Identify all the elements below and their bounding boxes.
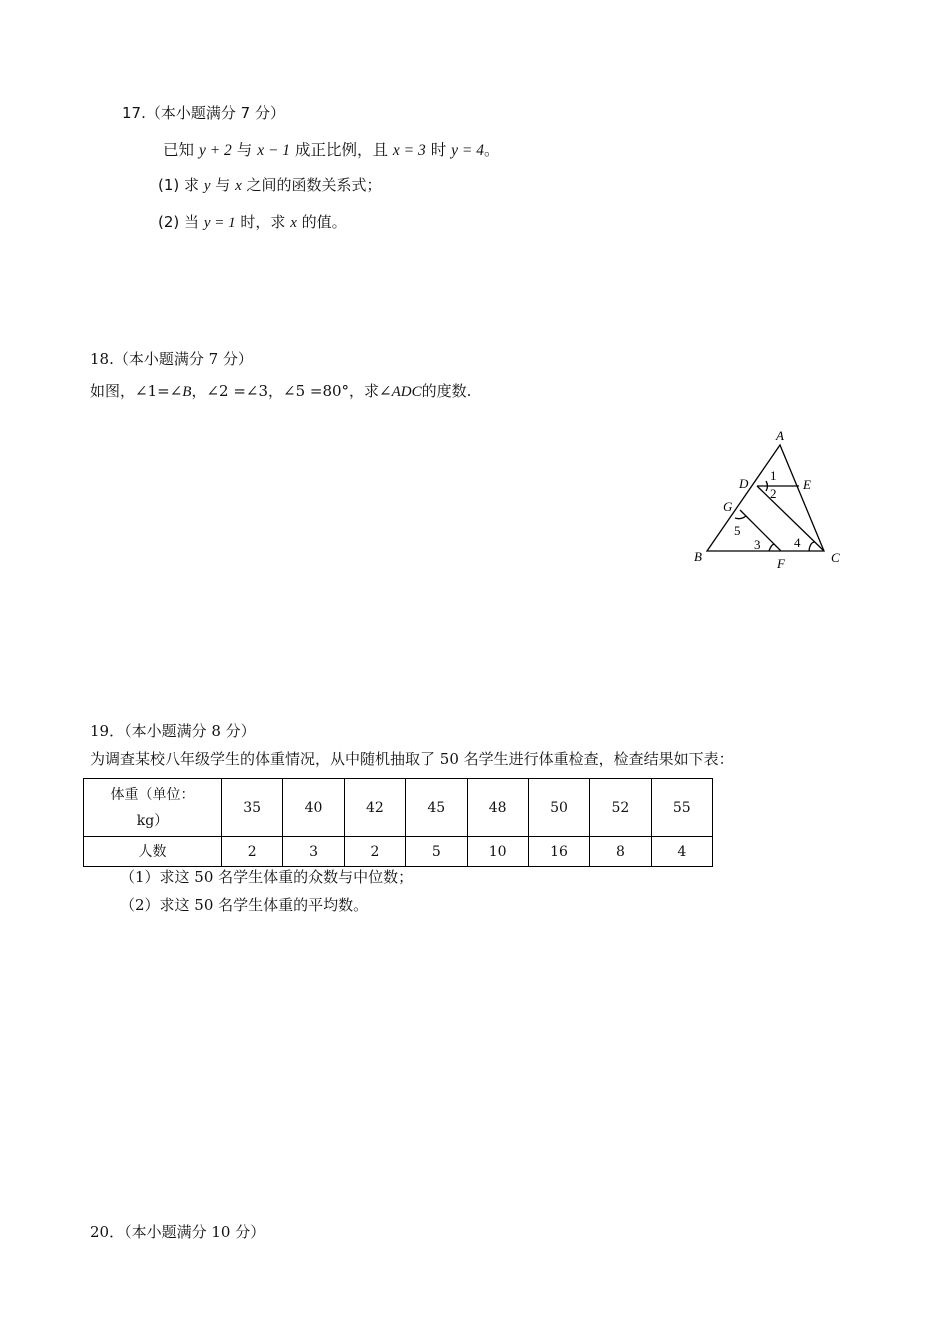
q17-expr-y-eq-4: y = 4 <box>451 142 484 159</box>
arc-angle-3 <box>769 544 774 551</box>
label-point-c: C <box>831 550 840 565</box>
label-point-d: D <box>739 476 749 491</box>
table-cell: 42 <box>344 779 405 837</box>
weight-table <box>83 778 713 867</box>
q19-part2: （2）求这 50 名学生体重的平均数。 <box>120 896 369 914</box>
triangle-figure <box>690 425 850 575</box>
table-cell: 5 <box>406 837 467 867</box>
q18-header: 18.（本小题满分 7 分） <box>90 350 253 368</box>
table-cell: 3 <box>283 837 344 867</box>
arc-angle-5 <box>735 516 746 519</box>
label-point-a: A <box>776 428 784 443</box>
q19-part1: （1）求这 50 名学生体重的众数与中位数； <box>120 868 414 886</box>
q17-header <box>122 104 285 124</box>
table-row-counts <box>84 837 713 867</box>
table-cell: 35 <box>222 779 283 837</box>
table-header-weight: 体重（单位： kg） <box>84 779 222 837</box>
table-cell: 2 <box>344 837 405 867</box>
table-row-weights <box>84 779 713 837</box>
q19-header: 19．（本小题满分 8 分） <box>90 722 256 740</box>
q17-expr-y-plus-2: y + 2 <box>198 142 232 159</box>
label-point-e: E <box>803 477 811 492</box>
q17-part2: (2) 当 y = 1 时，求 x 的值。 <box>158 213 347 231</box>
table-cell: 10 <box>467 837 528 867</box>
q18-text: 如图，∠1=∠B，∠2 =∠3，∠5 =80°，求∠ADC的度数. <box>90 382 472 400</box>
table-header-count: 人数 <box>84 837 222 867</box>
table-cell: 52 <box>590 779 651 837</box>
label-angle-2: 2 <box>770 486 777 501</box>
q17-part1: (1) 求 y 与 x 之间的函数关系式； <box>158 176 382 194</box>
table-cell: 8 <box>590 837 651 867</box>
q20-header: 20．（本小题满分 10 分） <box>90 1223 266 1241</box>
label-angle-4: 4 <box>794 535 801 550</box>
table-cell: 48 <box>467 779 528 837</box>
q17-number: 17. <box>122 104 146 122</box>
q17-expr-x-minus-1: x − 1 <box>257 142 291 159</box>
label-angle-1: 1 <box>770 468 777 483</box>
label-point-b: B <box>694 549 702 564</box>
table-cell: 50 <box>528 779 589 837</box>
arc-angle-4 <box>809 542 815 551</box>
segment-dc <box>757 486 824 551</box>
table-cell: 55 <box>651 779 712 837</box>
q17-stem: 已知 y + 2 与 x − 1 成正比例，且 x = 3 时 y = 4。 <box>163 141 500 159</box>
table-cell: 45 <box>406 779 467 837</box>
table-cell: 40 <box>283 779 344 837</box>
label-angle-5: 5 <box>734 523 741 538</box>
table-cell: 4 <box>651 837 712 867</box>
label-point-f: F <box>777 556 785 571</box>
q17-score: （本小题满分 7 分） <box>145 104 285 122</box>
table-cell: 16 <box>528 837 589 867</box>
label-angle-3: 3 <box>754 537 761 552</box>
label-point-g: G <box>723 499 733 514</box>
segment-gf <box>740 510 781 551</box>
q17-expr-x-eq-3: x = 3 <box>392 142 426 159</box>
table-cell: 2 <box>222 837 283 867</box>
q19-intro: 为调查某校八年级学生的体重情况，从中随机抽取了 50 名学生进行体重检查，检查结果如下表： <box>90 750 734 768</box>
